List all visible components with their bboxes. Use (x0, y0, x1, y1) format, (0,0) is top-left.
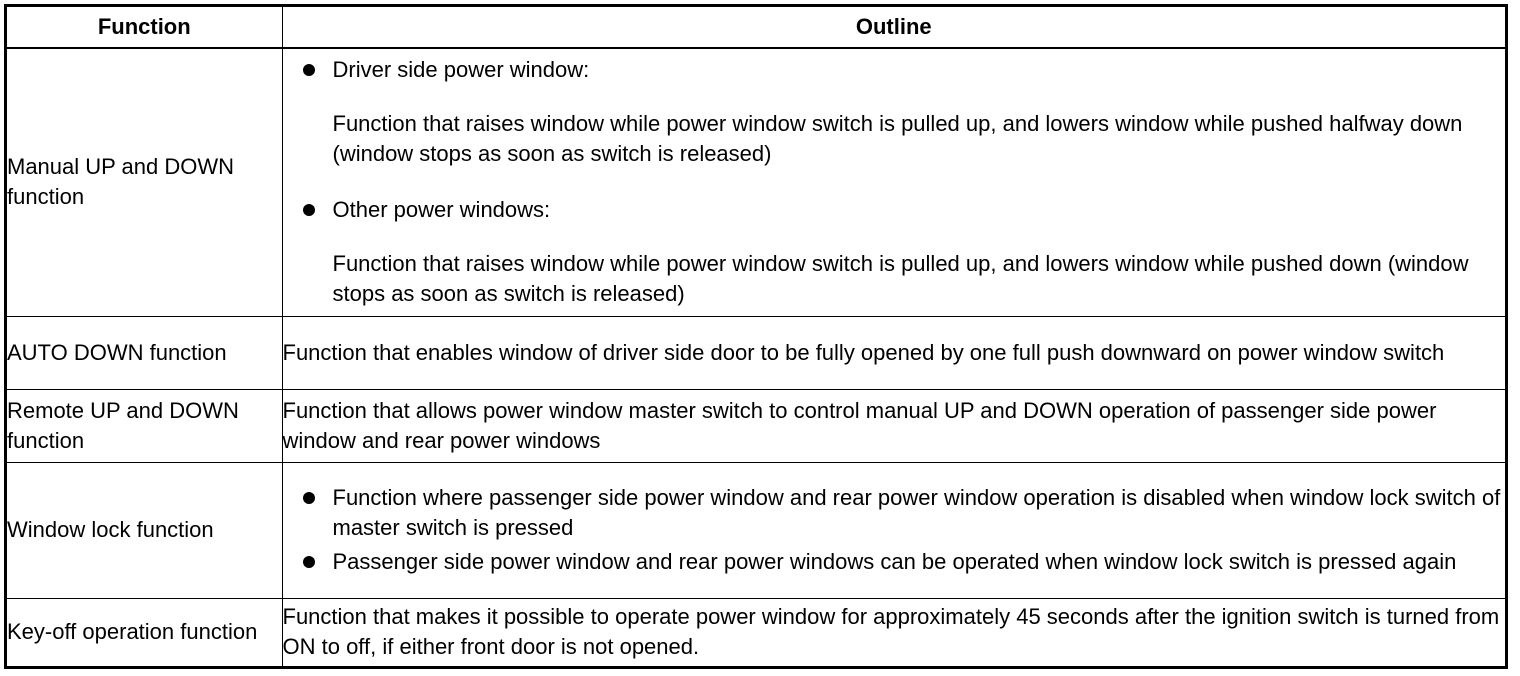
table-row-manual-up-down (7, 48, 1505, 316)
bullet-icon (303, 204, 315, 216)
table-row-window-lock (7, 462, 1505, 598)
outline-cell (282, 462, 1505, 598)
outline-bullet-text: Function where passenger side power window and rear power window operation is disabled when window lock switch of master switch is pressed (332, 485, 1501, 540)
function-outline-table (7, 7, 1505, 666)
function-cell: Key-off operation function (7, 598, 282, 666)
bullet-icon (303, 64, 315, 76)
function-outline-table-frame (4, 4, 1508, 669)
table-row-remote-up-down (7, 389, 1505, 462)
table-header-row (7, 7, 1505, 48)
bullet-icon (303, 556, 315, 568)
function-cell: Remote UP and DOWN function (7, 389, 282, 462)
bullet-icon (303, 492, 315, 504)
outline-detail-text: Function that raises window while power window switch is pulled up, and lowers window while pushed halfway down (window stops as soon as switch is released) (332, 111, 1463, 167)
table-row-auto-down (7, 316, 1505, 389)
outline-cell: Function that allows power window master switch to control manual UP and DOWN operation of passenger side power window and rear power windows (282, 389, 1505, 462)
outline-bullet-item (283, 195, 1506, 225)
function-cell: Window lock function (7, 462, 282, 598)
header-outline: Outline (282, 7, 1505, 48)
function-cell: Manual UP and DOWN function (7, 48, 282, 316)
outline-cell: Function that makes it possible to operate power window for approximately 45 seconds after the ignition switch is turned from ON to off, if either front door is not opened. (282, 598, 1505, 666)
outline-bullet-item (283, 55, 1506, 85)
outline-bullet-item (283, 547, 1506, 577)
outline-bullet-item (283, 483, 1506, 543)
outline-cell (282, 48, 1505, 316)
header-function: Function (7, 7, 282, 48)
outline-bullet-label: Driver side power window: (332, 57, 590, 83)
function-cell: AUTO DOWN function (7, 316, 282, 389)
outline-bullet-label: Other power windows: (332, 197, 551, 223)
table-row-key-off-operation (7, 598, 1505, 666)
outline-detail-text: Function that raises window while power window switch is pulled up, and lowers window while pushed down (window stops as soon as switch is released) (332, 251, 1469, 307)
outline-cell: Function that enables window of driver side door to be fully opened by one full push downward on power window switch (282, 316, 1505, 389)
outline-bullet-text: Passenger side power window and rear power windows can be operated when window lock switch is pressed again (332, 549, 1457, 574)
